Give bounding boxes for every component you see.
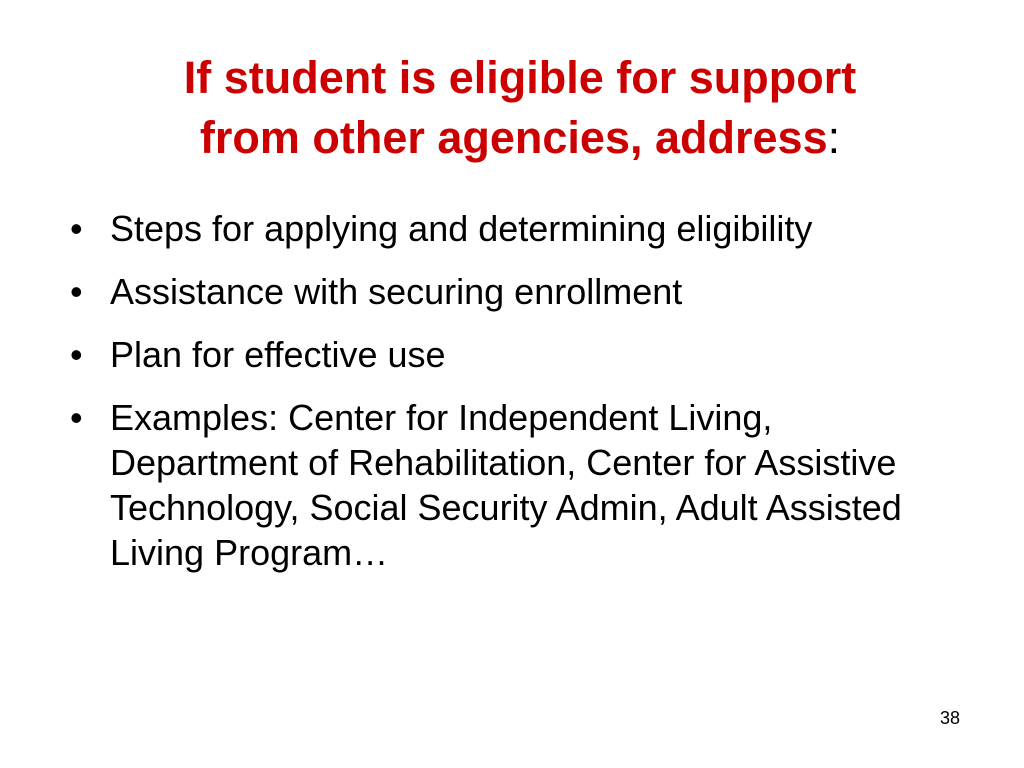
title-colon: : [827,112,841,163]
bullet-text: Examples: Center for Independent Living, Department of Rehabilitation, Center for Assistive Technology, Social Security Admin, Adult Assisted Living Program… [110,397,902,573]
list-item [70,269,970,314]
list-item [70,206,970,251]
bullet-text: Plan for effective use [110,334,446,375]
list-item [70,332,970,377]
title-line-1: If student is eligible for support [183,52,857,103]
title-line-2-text: from other agencies, address [199,112,828,163]
slide-title [60,48,980,168]
page-number: 38 [940,708,961,728]
bullet-icon: • [70,334,83,375]
bullet-text: Assistance with securing enrollment [110,271,683,312]
bullet-icon: • [70,397,83,438]
bullet-icon: • [70,208,83,249]
bullet-text: Steps for applying and determining eligibility [110,208,813,249]
bullet-list [70,206,970,593]
title-line-2 [60,108,980,168]
list-item [70,395,970,575]
bullet-icon: • [70,271,83,312]
